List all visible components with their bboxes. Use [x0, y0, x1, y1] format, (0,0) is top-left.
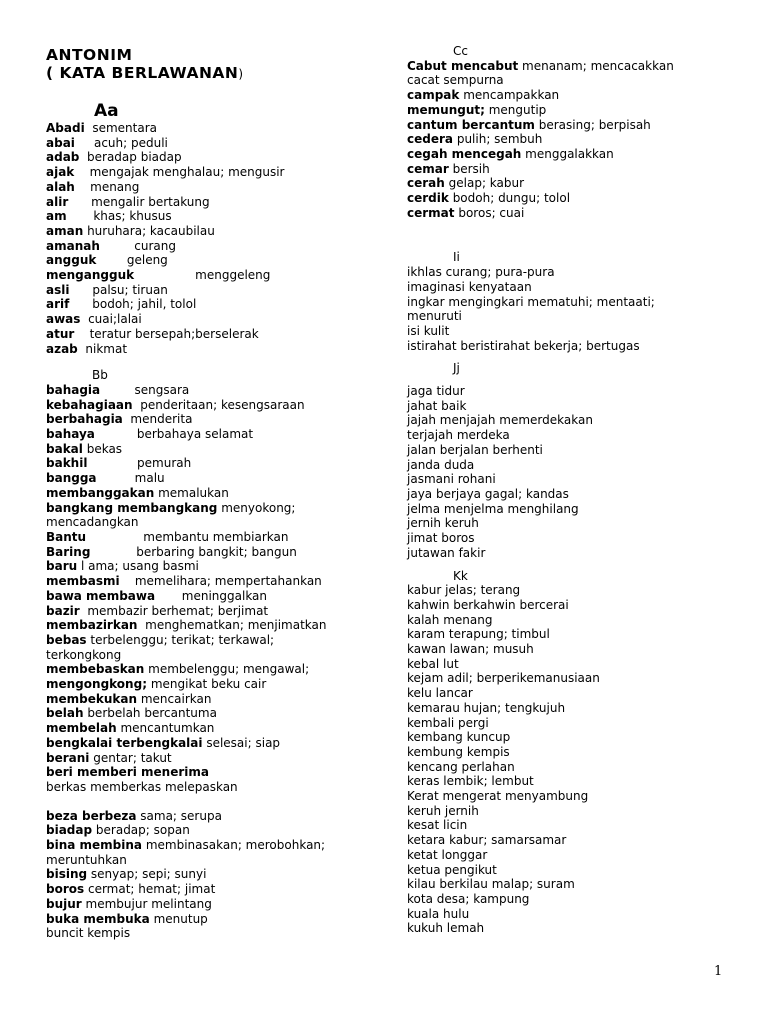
- antonym-text: memalukan: [158, 485, 229, 500]
- headword: membasmi: [46, 574, 120, 589]
- antonym-text: menderita: [130, 412, 193, 427]
- section-heading-c: Cc: [453, 44, 468, 58]
- headword: mengongkong;: [46, 677, 147, 692]
- headword: bawa membawa: [46, 588, 156, 603]
- page-number: 1: [714, 964, 723, 979]
- antonym-entry: kembung kempis: [407, 744, 510, 759]
- section-heading-k: Kk: [453, 568, 468, 583]
- antonym-text: memelihara; mempertahankan: [134, 574, 322, 589]
- headword: awas: [46, 312, 81, 327]
- antonym-entry: [407, 147, 737, 162]
- antonym-entry: keruh jernih: [407, 803, 479, 818]
- antonym-entry: [407, 73, 737, 88]
- left-column: [46, 101, 376, 941]
- antonym-entry: jaga tidur: [407, 384, 465, 399]
- headword: cemar: [407, 161, 449, 176]
- antonym-entry: [407, 162, 737, 177]
- antonym-entry: [46, 209, 376, 224]
- antonym-entry: [407, 176, 737, 191]
- headword: angguk: [46, 253, 97, 268]
- antonym-entry: [46, 150, 376, 165]
- antonym-entry: [46, 180, 376, 195]
- antonym-entry: menuruti: [407, 309, 462, 324]
- antonym-entry: isi kulit: [407, 323, 450, 338]
- antonym-entry: jelma menjelma menghilang: [407, 501, 579, 516]
- section-heading-b: Bb: [92, 368, 108, 383]
- antonym-entry: [46, 545, 376, 560]
- antonym-entry: [46, 501, 376, 516]
- headword: baru: [46, 559, 78, 574]
- antonym-text: menutup: [153, 911, 208, 926]
- antonym-entry: Kerat mengerat menyambung: [407, 789, 589, 804]
- headword: amanah: [46, 238, 100, 253]
- antonym-text: membantu membiarkan: [143, 529, 289, 544]
- antonym-text: cuai;lalai: [88, 312, 142, 327]
- antonym-text: geleng: [126, 253, 168, 268]
- section-heading-j: Jj: [453, 361, 460, 376]
- antonym-text: cermat; hemat; jimat: [87, 882, 216, 897]
- antonym-entry: [46, 736, 376, 751]
- antonym-entry: kembali pergi: [407, 715, 489, 730]
- headword: bangga: [46, 471, 97, 486]
- antonym-entry: janda duda: [407, 457, 475, 472]
- antonym-entry: [46, 706, 376, 721]
- antonym-text: menggalakkan: [525, 146, 614, 161]
- antonym-entry: terjajah merdeka: [407, 428, 510, 443]
- headword: cerah: [407, 176, 445, 191]
- antonym-entry: [46, 383, 376, 398]
- antonym-entry: kuala hulu: [407, 906, 470, 921]
- antonym-text: bekas: [86, 441, 123, 456]
- antonym-text: beradap biadap: [87, 150, 182, 165]
- headword: bakal: [46, 441, 83, 456]
- antonym-entry: [46, 486, 376, 501]
- antonym-entry: kencang perlahan: [407, 759, 515, 774]
- antonym-entry: [46, 312, 376, 327]
- headword: bising: [46, 867, 88, 882]
- right-column: [407, 44, 737, 936]
- antonym-entry: [407, 206, 737, 221]
- antonym-text: mencampakkan: [463, 88, 560, 103]
- antonym-text: meninggalkan: [181, 588, 268, 603]
- antonym-entry: kejam adil; berperikemanusiaan: [407, 671, 600, 686]
- antonym-text: nikmat: [85, 341, 128, 356]
- headword: mengangguk: [46, 268, 135, 283]
- antonym-entry: kalah menang: [407, 612, 493, 627]
- headword: cermat: [407, 205, 455, 220]
- headword: biadap: [46, 823, 93, 838]
- antonym-entry: jajah menjajah memerdekakan: [407, 413, 593, 428]
- headword: cedera: [407, 132, 453, 147]
- headword: aman: [46, 223, 84, 238]
- antonym-entry: [46, 268, 376, 283]
- antonym-entry: [407, 118, 737, 133]
- antonym-entry: [46, 618, 376, 633]
- antonym-text: acuh; peduli: [93, 135, 168, 150]
- headword: membekukan: [46, 691, 138, 706]
- antonym-entry: [46, 224, 376, 239]
- antonym-entry: ketara kabur; samarsamar: [407, 833, 567, 848]
- antonym-text: senyap; sepi; sunyi: [90, 867, 207, 882]
- headword: asli: [46, 282, 70, 297]
- antonym-entry: kota desa; kampung: [407, 891, 530, 906]
- antonym-entry: [46, 427, 376, 442]
- antonym-text: meruntuhkan: [46, 852, 127, 867]
- headword: atur: [46, 326, 75, 341]
- antonym-text: teratur bersepah;berselerak: [89, 326, 259, 341]
- antonym-entry: [46, 780, 376, 795]
- headword: adab: [46, 150, 80, 165]
- antonym-text: l ama; usang basmi: [80, 559, 199, 574]
- headword: bahaya: [46, 427, 95, 442]
- headword: azab: [46, 341, 78, 356]
- headword: cerdik: [407, 191, 449, 206]
- antonym-text: membujur melintang: [85, 896, 212, 911]
- antonym-entry: kawan lawan; musuh: [407, 642, 534, 657]
- document-title: [46, 46, 244, 83]
- antonym-text: boros; cuai: [458, 205, 525, 220]
- headword: beri memberi menerima: [46, 765, 209, 780]
- antonym-entry: [46, 853, 376, 868]
- antonym-text: curang: [134, 238, 176, 253]
- antonym-entry: [407, 103, 737, 118]
- headword: membelah: [46, 721, 117, 736]
- antonym-text: membinasakan; merobohkan;: [145, 838, 326, 853]
- antonym-entry: [46, 412, 376, 427]
- antonym-text: sementara: [92, 121, 157, 135]
- antonym-entry: [46, 471, 376, 486]
- antonym-text: menyokong;: [221, 500, 296, 515]
- headword: buka membuka: [46, 911, 150, 926]
- antonym-entry: [46, 442, 376, 457]
- headword: boros: [46, 882, 85, 897]
- antonym-text: sama; serupa: [140, 808, 222, 823]
- headword: alir: [46, 194, 69, 209]
- antonym-entry: [407, 191, 737, 206]
- antonym-entry: jalan berjalan berhenti: [407, 442, 543, 457]
- section-heading-i: Ii: [453, 250, 460, 265]
- antonym-entry: kabur jelas; terang: [407, 583, 521, 598]
- title-line-2: ( KATA BERLAWANAN): [46, 64, 244, 82]
- headword: abai: [46, 135, 75, 150]
- antonym-entry: [46, 559, 376, 574]
- antonym-entry: kesat licin: [407, 818, 468, 833]
- antonym-entry: kebal lut: [407, 656, 459, 671]
- antonym-entry: [407, 59, 737, 74]
- antonym-entry: [46, 195, 376, 210]
- antonym-entry: jutawan fakir: [407, 545, 486, 560]
- antonym-entry: kemarau hujan; tengkujuh: [407, 700, 566, 715]
- antonym-entry: [46, 136, 376, 151]
- antonym-entry: ketat longgar: [407, 847, 488, 862]
- antonym-entry: jimat boros: [407, 531, 475, 546]
- entry-list-b-part-2: [46, 809, 376, 941]
- entry-list-b-part-1: [46, 383, 376, 795]
- antonym-text: selesai; siap: [206, 735, 281, 750]
- antonym-entry: ingkar mengingkari mematuhi; mentaati;: [407, 294, 655, 309]
- antonym-entry: [46, 604, 376, 619]
- antonym-text: berbahaya selamat: [136, 427, 254, 442]
- headword: Abadi: [46, 121, 85, 135]
- title-line-1: ANTONIM: [46, 46, 133, 64]
- antonym-entry: kelu lancar: [407, 686, 473, 701]
- antonym-text: beradap; sopan: [95, 823, 190, 838]
- antonym-text: mencairkan: [140, 691, 212, 706]
- antonym-entry: [46, 677, 376, 692]
- antonym-entry: [46, 515, 376, 530]
- headword: alah: [46, 179, 75, 194]
- antonym-text: penderitaan; kesengsaraan: [140, 397, 305, 412]
- antonym-entry: [46, 633, 376, 648]
- antonym-entry: jahat baik: [407, 398, 467, 413]
- section-heading-a: Aa: [94, 101, 119, 121]
- headword: memungut;: [407, 102, 485, 117]
- antonym-entry: [46, 765, 376, 780]
- antonym-text: terkongkong: [46, 647, 122, 662]
- antonym-entry: [407, 88, 737, 103]
- headword: berani: [46, 750, 90, 765]
- antonym-entry: [46, 926, 376, 941]
- headword: arif: [46, 297, 70, 312]
- antonym-text: mengikat beku cair: [150, 677, 267, 692]
- entry-list-k: [407, 583, 737, 936]
- antonym-text: membelenggu; mengawal;: [148, 662, 310, 677]
- antonym-text: buncit kempis: [46, 926, 131, 941]
- antonym-entry: kilau berkilau malap; suram: [407, 877, 575, 892]
- antonym-entry: [46, 692, 376, 707]
- headword: bina membina: [46, 838, 143, 853]
- antonym-entry: [46, 897, 376, 912]
- antonym-entry: [46, 342, 376, 357]
- antonym-entry: [46, 662, 376, 677]
- headword: bazir: [46, 603, 80, 618]
- headword: membazirkan: [46, 618, 138, 633]
- headword: bengkalai terbengkalai: [46, 735, 203, 750]
- antonym-entry: [46, 327, 376, 342]
- entry-list-i: [407, 265, 737, 353]
- headword: campak: [407, 88, 460, 103]
- headword: membebaskan: [46, 662, 145, 677]
- antonym-text: berbelah bercantuma: [87, 706, 217, 721]
- antonym-entry: [46, 823, 376, 838]
- antonym-entry: [46, 912, 376, 927]
- antonym-text: huruhara; kacaubilau: [87, 223, 215, 238]
- antonym-entry: ketua pengikut: [407, 862, 497, 877]
- antonym-entry: [46, 867, 376, 882]
- antonym-text: menggeleng: [195, 268, 271, 283]
- antonym-text: menghematkan; menjimatkan: [145, 618, 327, 633]
- headword: bebas: [46, 632, 87, 647]
- antonym-entry: [46, 398, 376, 413]
- headword: bangkang membangkang: [46, 500, 218, 515]
- headword: Cabut mencabut: [407, 58, 519, 73]
- antonym-entry: [46, 882, 376, 897]
- headword: cantum bercantum: [407, 117, 535, 132]
- headword: membanggakan: [46, 485, 155, 500]
- headword: kebahagiaan: [46, 397, 133, 412]
- antonym-text: mengutip: [488, 102, 547, 117]
- antonym-text: pulih; sembuh: [456, 132, 543, 147]
- antonym-entry: karam terapung; timbul: [407, 627, 550, 642]
- antonym-entry: jernih keruh: [407, 516, 479, 531]
- antonym-entry: [46, 589, 376, 604]
- antonym-text: mencadangkan: [46, 515, 139, 530]
- entry-list-j: [407, 384, 737, 560]
- antonym-entry: ikhlas curang; pura-pura: [407, 265, 555, 280]
- headword: Bantu: [46, 529, 87, 544]
- antonym-text: malu: [134, 471, 165, 486]
- antonym-text: gentar; takut: [93, 750, 172, 765]
- antonym-entry: [46, 751, 376, 766]
- antonym-text: menang: [90, 179, 140, 194]
- antonym-text: cacat sempurna: [407, 73, 504, 88]
- antonym-entry: [46, 165, 376, 180]
- antonym-text: khas; khusus: [93, 209, 172, 224]
- antonym-entry: imaginasi kenyataan: [407, 279, 532, 294]
- antonym-text: mencantumkan: [120, 721, 215, 736]
- antonym-entry: keras lembik; lembut: [407, 774, 534, 789]
- headword: am: [46, 209, 67, 224]
- entry-list-c: [407, 59, 737, 221]
- antonym-text: berbaring bangkit; bangun: [136, 544, 297, 559]
- antonym-text: gelap; kabur: [448, 176, 525, 191]
- antonym-entry: [46, 297, 376, 312]
- headword: belah: [46, 706, 84, 721]
- headword: berbahagia: [46, 412, 123, 427]
- antonym-entry: jaya berjaya gagal; kandas: [407, 486, 569, 501]
- antonym-text: mengalir bertakung: [91, 194, 210, 209]
- headword: bujur: [46, 896, 82, 911]
- antonym-entry: [46, 121, 376, 136]
- antonym-text: bodoh; jahil, tolol: [92, 297, 197, 312]
- antonym-entry: [46, 809, 376, 824]
- antonym-text: mengajak menghalau; mengusir: [89, 165, 285, 180]
- antonym-text: menanam; mencacakkan: [522, 58, 674, 73]
- antonym-text: sengsara: [134, 382, 190, 397]
- antonym-text: berasing; berpisah: [538, 117, 651, 132]
- antonym-text: palsu; tiruan: [92, 282, 168, 297]
- antonym-entry: [46, 648, 376, 663]
- antonym-entry: kembang kuncup: [407, 730, 511, 745]
- antonym-text: berkas memberkas melepaskan: [46, 779, 238, 794]
- headword: Baring: [46, 544, 91, 559]
- antonym-text: terbelenggu; terikat; terkawal;: [90, 632, 275, 647]
- antonym-entry: jasmani rohani: [407, 472, 496, 487]
- antonym-entry: [407, 132, 737, 147]
- antonym-entry: [46, 253, 376, 268]
- antonym-entry: kukuh lemah: [407, 921, 485, 936]
- antonym-entry: [46, 574, 376, 589]
- entry-list-a: [46, 121, 376, 356]
- antonym-entry: [46, 721, 376, 736]
- antonym-entry: [46, 838, 376, 853]
- antonym-entry: [46, 239, 376, 254]
- antonym-entry: [46, 456, 376, 471]
- antonym-entry: kahwin berkahwin bercerai: [407, 597, 569, 612]
- antonym-text: membazir berhemat; berjimat: [87, 603, 269, 618]
- antonym-text: bersih: [452, 161, 490, 176]
- antonym-entry: istirahat beristirahat bekerja; bertugas: [407, 338, 640, 353]
- headword: bahagia: [46, 382, 101, 397]
- antonym-entry: [46, 283, 376, 298]
- antonym-entry: [46, 530, 376, 545]
- headword: cegah mencegah: [407, 146, 522, 161]
- headword: beza berbeza: [46, 808, 137, 823]
- headword: bakhil: [46, 456, 88, 471]
- headword: ajak: [46, 165, 75, 180]
- antonym-text: bodoh; dungu; tolol: [452, 191, 571, 206]
- antonym-text: pemurah: [137, 456, 192, 471]
